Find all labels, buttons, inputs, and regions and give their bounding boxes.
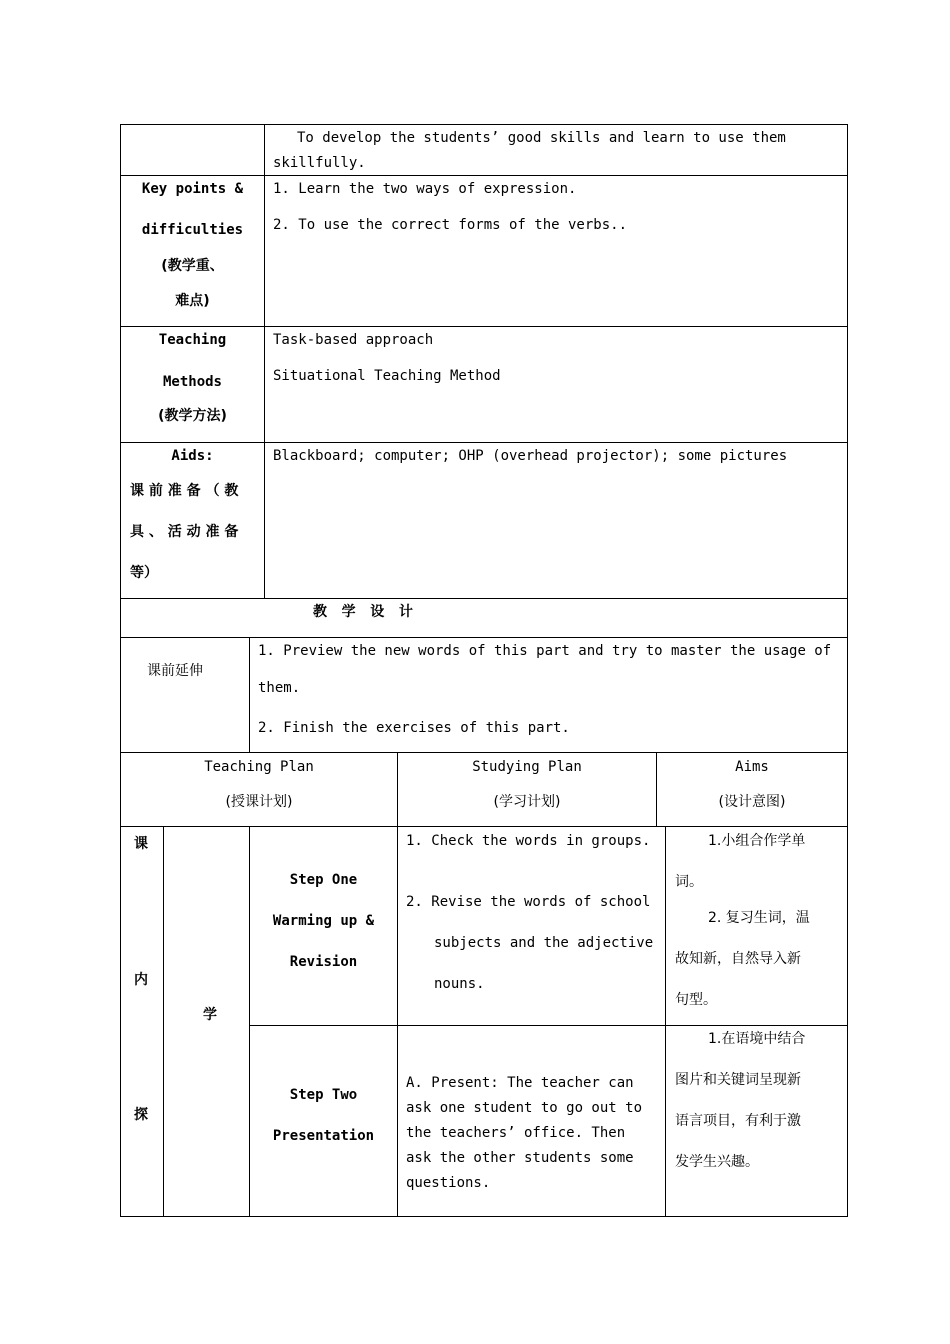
- lesson-table: [120, 124, 848, 1217]
- teaching-plan-header: Teaching Plan: [204, 759, 314, 775]
- column-divider: [665, 826, 666, 1217]
- step-two-study: the teachers’ office. Then: [406, 1125, 626, 1141]
- step-two-study: ask the other students some: [406, 1150, 634, 1166]
- step-two-title: Step Two: [289, 1087, 358, 1103]
- teaching-method-item: Situational Teaching Method: [273, 368, 501, 384]
- teaching-methods-label-cn: (教学方法): [158, 408, 227, 424]
- step-one-study: subjects and the adjective: [434, 935, 654, 951]
- column-divider: [264, 124, 265, 598]
- row-divider: [120, 175, 848, 176]
- step-one-title: Revision: [289, 954, 358, 970]
- objectives-line-1: To develop the students’ good skills and learn to use them: [297, 130, 786, 146]
- aims-header: Aims: [735, 759, 769, 775]
- row-divider: [120, 752, 848, 753]
- aids-content: Blackboard; computer; OHP (overhead projector); some pictures: [273, 448, 788, 464]
- step-two-study: questions.: [406, 1175, 491, 1191]
- step-two-title: Presentation: [272, 1128, 375, 1144]
- column-divider: [249, 637, 250, 752]
- row-divider: [120, 637, 848, 638]
- row-divider: [120, 442, 848, 443]
- aids-label-cn: 课 前 准 备 （ 教: [130, 483, 239, 499]
- step-one-aims: 故知新，自然导入新: [675, 951, 801, 967]
- step-two-study: ask one student to go out to: [406, 1100, 643, 1116]
- key-points-label-cn: (教学重、: [161, 258, 224, 274]
- step-two-aims: 发学生兴趣。: [675, 1154, 759, 1170]
- row-divider: [249, 1025, 848, 1026]
- row-divider: [120, 326, 848, 327]
- teaching-plan-header-cn: (授课计划): [225, 794, 293, 810]
- side-label: 学: [203, 1007, 217, 1023]
- preview-label: 课前延伸: [147, 663, 203, 679]
- side-label: 内: [134, 972, 148, 988]
- preview-line: 2. Finish the exercises of this part.: [258, 720, 570, 736]
- step-one-study: nouns.: [434, 976, 485, 992]
- step-one-aims: 词。: [675, 874, 703, 890]
- step-one-title: Warming up &: [272, 913, 375, 929]
- step-two-aims: 图片和关键词呈现新: [675, 1072, 801, 1088]
- side-label: 课: [134, 836, 148, 852]
- key-point-item: 1. Learn the two ways of expression.: [273, 181, 577, 197]
- step-one-study: 1. Check the words in groups.: [406, 833, 651, 849]
- teaching-method-item: Task-based approach: [273, 332, 434, 348]
- side-label: 探: [134, 1107, 148, 1123]
- step-two-aims: 语言项目，有利于激: [675, 1113, 801, 1129]
- step-one-study: 2. Revise the words of school: [406, 894, 651, 910]
- key-points-label-cn: 难点): [175, 293, 210, 309]
- step-two-study: A. Present: The teacher can: [406, 1075, 634, 1091]
- key-point-item: 2. To use the correct forms of the verbs..: [273, 217, 628, 233]
- preview-line: 1. Preview the new words of this part and try to master the usage of: [258, 643, 832, 659]
- column-divider: [163, 826, 164, 1217]
- key-points-label: Key points &: [141, 181, 244, 197]
- column-divider: [397, 752, 398, 1217]
- aids-label-cn: 等）: [130, 565, 158, 581]
- step-one-title: Step One: [289, 872, 358, 888]
- row-divider: [120, 598, 848, 599]
- teaching-methods-label: Methods: [162, 374, 222, 390]
- step-one-aims: 句型。: [675, 992, 717, 1008]
- step-one-aims: 2. 复习生词，温: [708, 910, 810, 926]
- objectives-line-2: skillfully.: [273, 155, 366, 171]
- aids-label-cn: 具 、 活 动 准 备: [130, 524, 239, 540]
- design-header: 教 学 设 计: [313, 604, 413, 620]
- teaching-methods-label: Teaching: [158, 332, 227, 348]
- studying-plan-header-cn: (学习计划): [493, 794, 561, 810]
- studying-plan-header: Studying Plan: [472, 759, 582, 775]
- key-points-label: difficulties: [141, 222, 244, 238]
- aids-label: Aids:: [171, 448, 214, 464]
- row-divider: [120, 826, 848, 827]
- aims-header-cn: (设计意图): [718, 794, 786, 810]
- step-one-aims: 1.小组合作学单: [708, 833, 806, 849]
- preview-line: them.: [258, 680, 301, 696]
- step-two-aims: 1.在语境中结合: [708, 1031, 806, 1047]
